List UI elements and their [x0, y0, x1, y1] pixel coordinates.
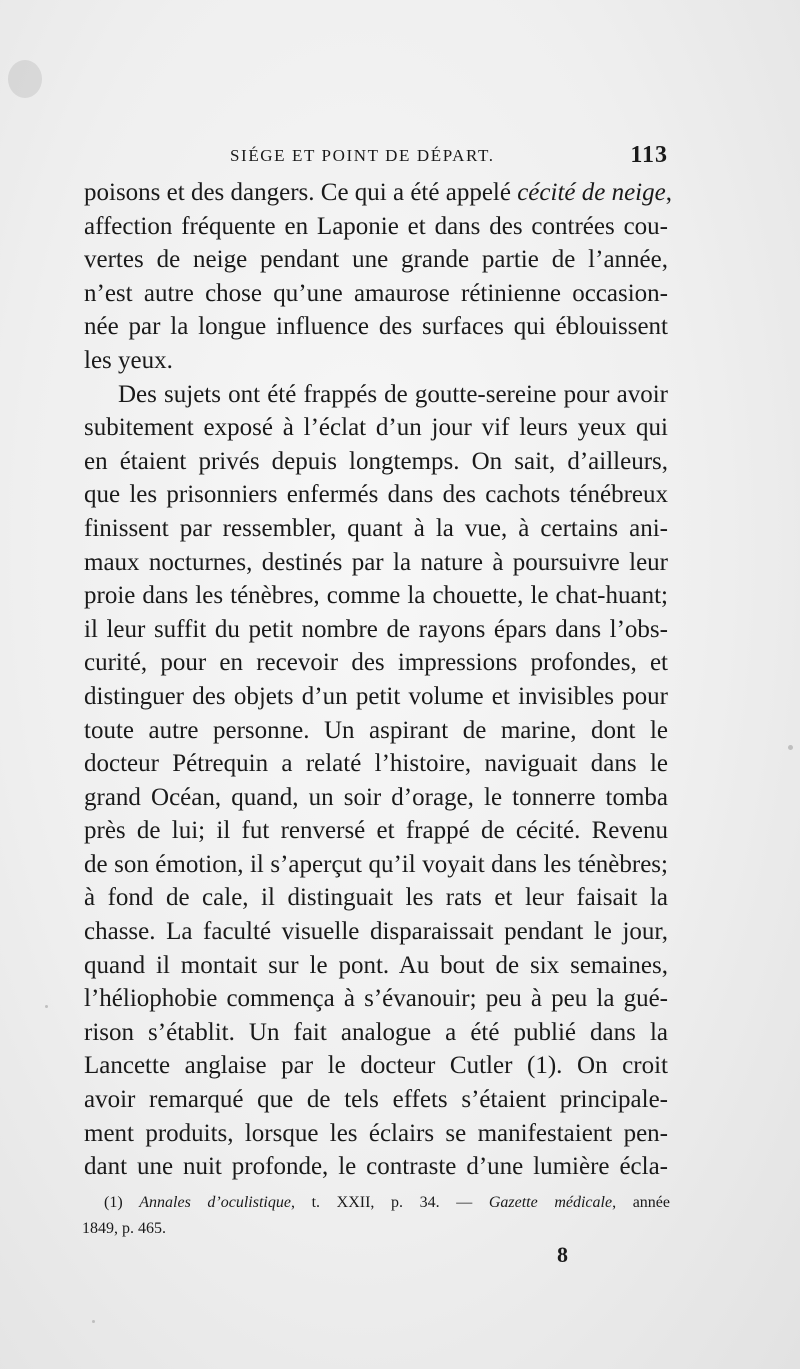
text-line: née par la longue influence des surfaces qui éblouissent — [84, 313, 668, 341]
text-line: il leur suffit du petit nombre de rayons épars dans l’obs- — [84, 615, 668, 643]
signature-mark: 8 — [557, 1242, 568, 1267]
footnote-line: (1) Annales d’oculistique, t. XXII, p. 34. — Gazette médicale, année — [104, 1194, 670, 1211]
paragraph-start-line: Des sujets ont été frappés de goutte-sereine pour avoir — [118, 380, 668, 408]
text-line: de son émotion, il s’aperçut qu’il voyait dans les ténèbres; — [84, 850, 668, 878]
text-line: les yeux. — [84, 346, 173, 374]
text-line: rison s’établit. Un fait analogue a été publié dans la — [84, 1018, 668, 1046]
text-line: n’est autre chose qu’une amaurose rétinienne occasion- — [84, 279, 668, 307]
text-line: docteur Pétrequin a relaté l’histoire, naviguait dans le — [84, 750, 668, 778]
text-line: affection fréquente en Laponie et dans des contrées cou- — [84, 212, 668, 240]
page-header — [0, 142, 800, 176]
paper-stain — [8, 60, 42, 98]
text-line: près de lui; il fut renversé et frappé de cécité. Revenu — [84, 817, 668, 845]
text-line: chasse. La faculté visuelle disparaissait pendant le jour, — [84, 918, 668, 946]
footnote-line: 1849, p. 465. — [82, 1220, 166, 1237]
body-text — [84, 176, 672, 1184]
text-line: dant une nuit profonde, le contraste d’une lumière écla- — [84, 1153, 668, 1181]
text-line: distinguer des objets d’un petit volume et invisibles pour — [84, 682, 668, 710]
text-line: quand il montait sur le pont. Au bout de six semaines, — [84, 951, 668, 979]
page-number: 113 — [630, 142, 668, 168]
text-line: grand Océan, quand, un soir d’orage, le tonnerre tomba — [84, 783, 668, 811]
paper-speck — [92, 1320, 95, 1323]
text-line: toute autre personne. Un aspirant de marine, dont le — [84, 716, 668, 744]
text-line: à fond de cale, il distinguait les rats et leur faisait la — [84, 884, 668, 912]
text-line: l’héliophobie commença à s’évanouir; peu à peu la gué- — [84, 985, 668, 1013]
paper-speck — [45, 1005, 48, 1008]
journal-title: Gazette médicale — [488, 1194, 613, 1211]
italic-term: cécité de neige — [517, 179, 666, 206]
text-line: Lancette anglaise par le docteur Cutler (1). On croit — [84, 1052, 668, 1080]
journal-title: Annales d’oculistique — [139, 1194, 291, 1211]
running-head: SIÉGE ET POINT DE DÉPART. — [230, 146, 495, 165]
text-line: finissent par ressembler, quant à la vue, à certains ani- — [84, 514, 668, 542]
text-line: subitement exposé à l’éclat d’un jour vif leurs yeux qui — [84, 414, 668, 442]
text-line: ment produits, lorsque les éclairs se manifestaient pen- — [84, 1119, 668, 1147]
footnotes — [82, 1190, 670, 1242]
paper-speck — [788, 745, 793, 750]
text-line: vertes de neige pendant une grande partie de l’année, — [84, 246, 668, 274]
text-line: poisons et des dangers. Ce qui a été appelé cécité de neige, — [84, 179, 672, 206]
text-line: avoir remarqué que de tels effets s’étaient principale- — [84, 1086, 668, 1114]
text-line: curité, pour en recevoir des impressions profondes, et — [84, 649, 668, 677]
text-line: proie dans les ténèbres, comme la chouette, le chat-huant; — [84, 582, 668, 610]
text-line: que les prisonniers enfermés dans des cachots ténébreux — [84, 481, 668, 509]
text-line: maux nocturnes, destinés par la nature à poursuivre leur — [84, 548, 668, 576]
text-line: en étaient privés depuis longtemps. On sait, d’ailleurs, — [84, 447, 668, 475]
